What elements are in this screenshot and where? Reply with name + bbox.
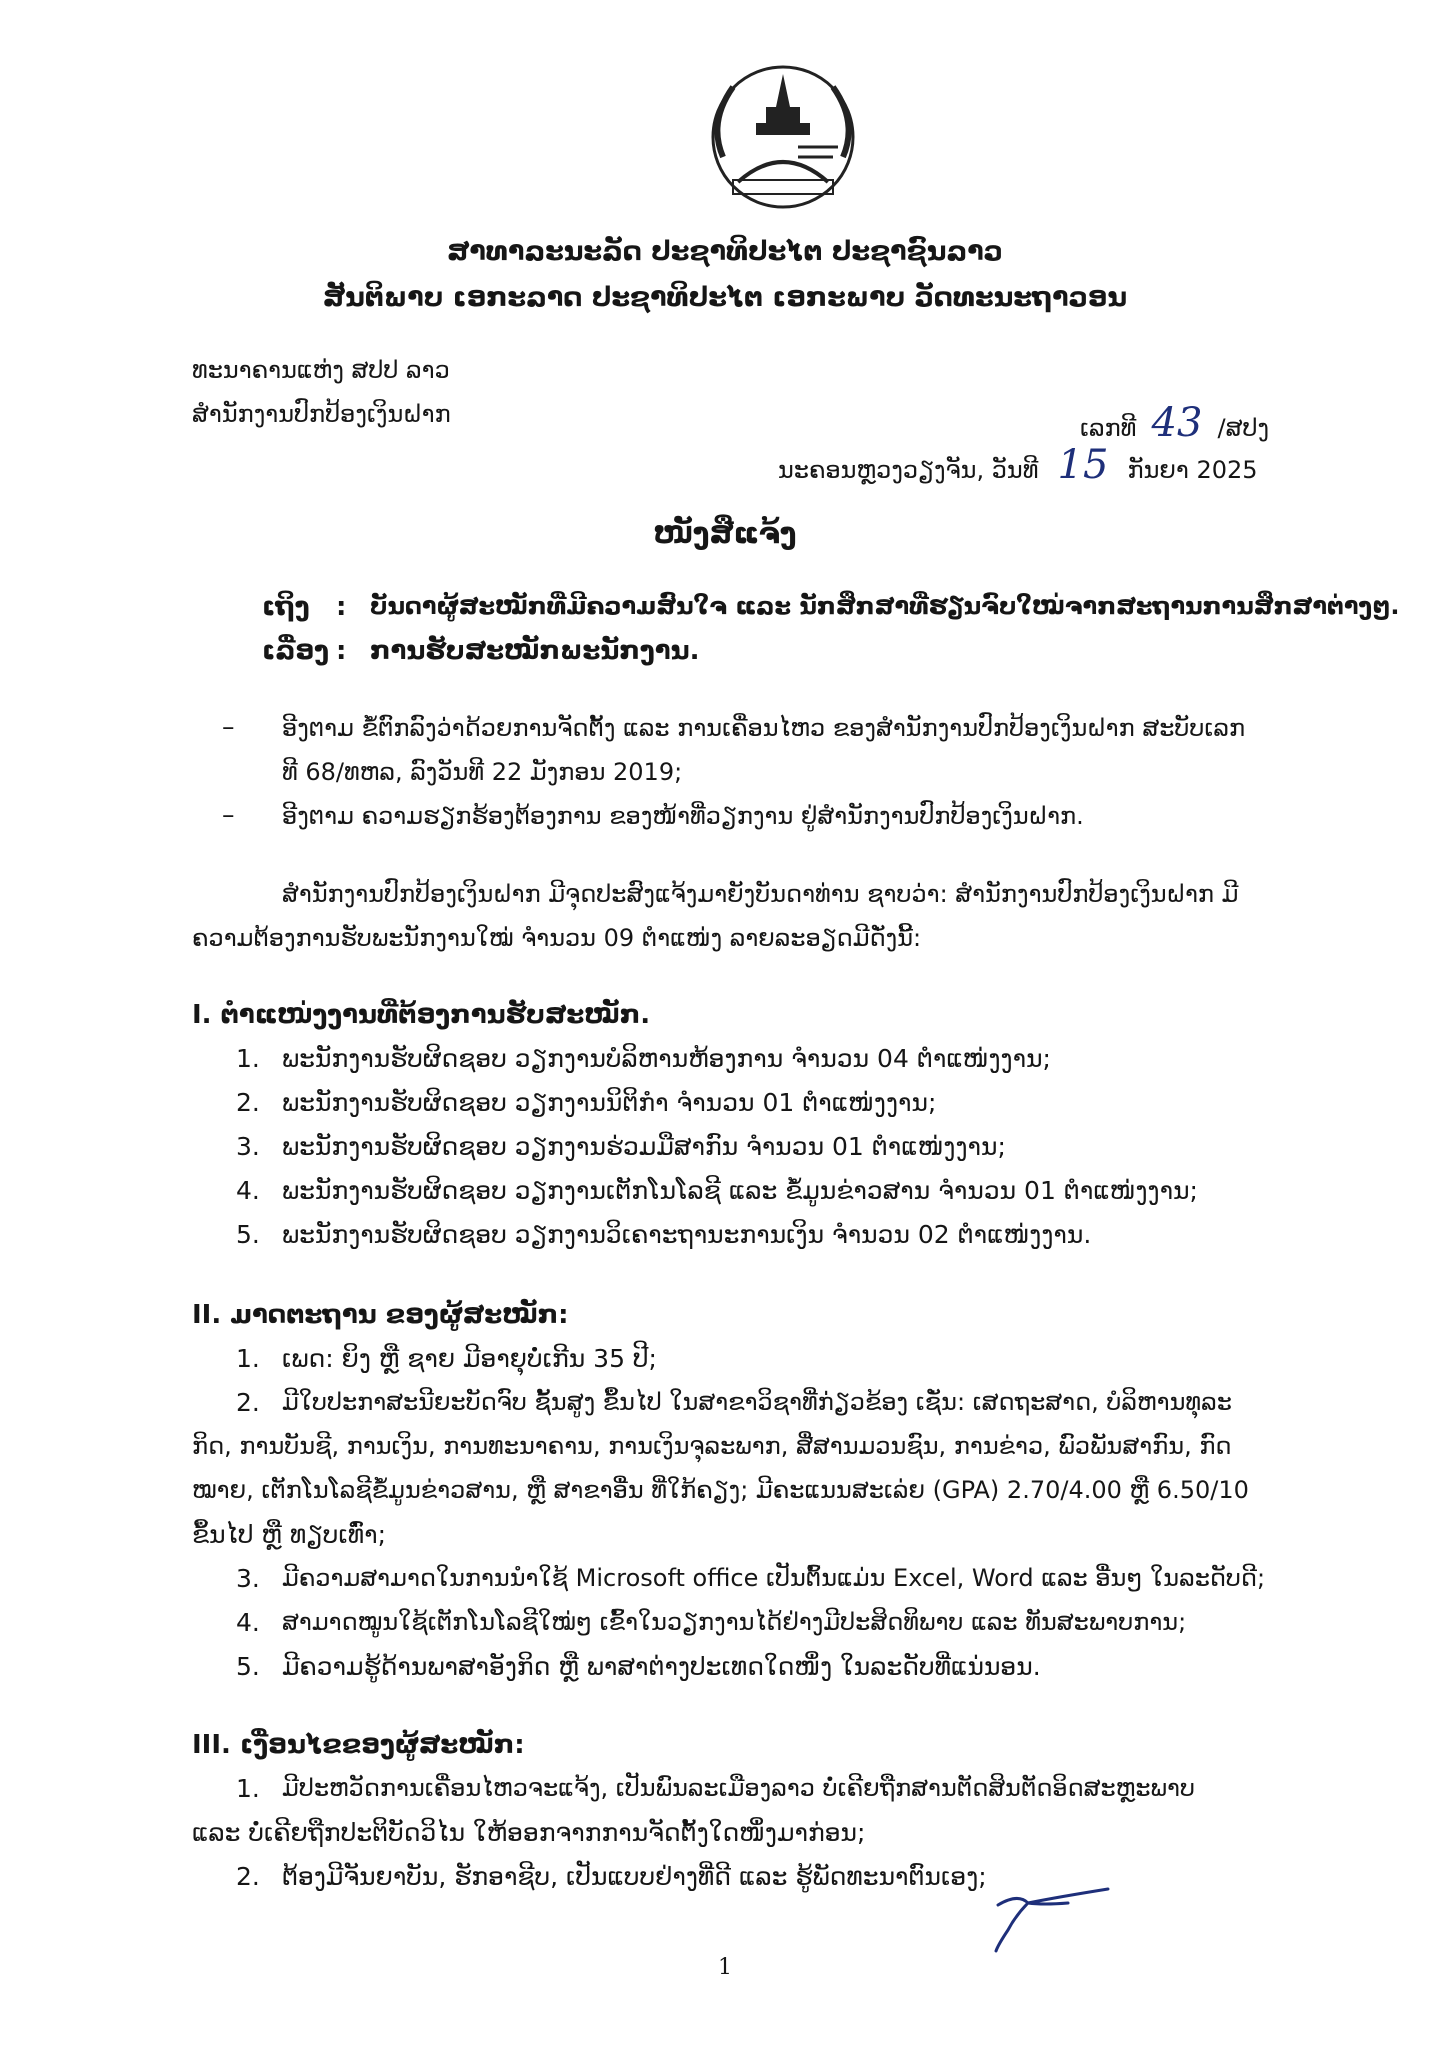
section-2-heading: II. ມາດຕະຖານ ຂອງຜູ້ສະໝັກ: [192, 1300, 569, 1330]
to-label: ເຖິງ [262, 592, 310, 622]
intro-line-1: ສຳນັກງານປົກປ້ອງເງິນຝາກ ມີຈຸດປະສົງແຈ້ງມາຍັງບັນດາທ່ານ ຊາບວ່າ: ສຳນັກງານປົກປ້ອງເງິນຝາກ ມີ [282, 880, 1239, 908]
section-3-item-1-line-1: ມີປະຫວັດການເຄື່ອນໄຫວຈະແຈ້ງ, ເປັນພົນລະເມືອງລາວ ບໍ່ເຄີຍຖືກສານຕັດສິນຕັດອິດສະຫຼະພາບ [282, 1774, 1195, 1802]
date-prefix: ນະຄອນຫຼວງວຽງຈັນ, ວັນທີ [778, 456, 1039, 484]
org-office: ສຳນັກງານປົກປ້ອງເງິນຝາກ [192, 400, 451, 428]
section-1-item: ພະນັກງານຮັບຜິດຊອບ ວຽກງານເຕັກໂນໂລຊີ ແລະ ຂໍ້ມູນຂ່າວສານ ຈຳນວນ 01 ຕຳແໜ່ງງານ; [282, 1176, 1198, 1205]
subject-separator: : [336, 636, 347, 666]
reference-1-line-1: ອີງຕາມ ຂໍ້ຕົກລົງວ່າດ້ວຍການຈັດຕັ້ງ ແລະ ການເຄື່ອນໄຫວ ຂອງສຳນັກງານປົກປ້ອງເງິນຝາກ ສະບັບເລກ [282, 714, 1246, 742]
date-day: 15 [1057, 442, 1109, 488]
section-1-item-num: 5. [236, 1220, 260, 1249]
section-1-item: ພະນັກງານຮັບຜິດຊອບ ວຽກງານຮ່ວມມືສາກົນ ຈຳນວນ 01 ຕຳແໜ່ງງານ; [282, 1132, 1006, 1161]
section-1-item: ພະນັກງານຮັບຜິດຊອບ ວຽກງານບໍລິຫານຫ້ອງການ ຈຳນວນ 04 ຕຳແໜ່ງງານ; [282, 1044, 1051, 1073]
reference-1-line-2: ທີ 68/ທຫລ, ລົງວັນທີ 22 ມັງກອນ 2019; [282, 758, 683, 786]
section-3-item-num: 2. [236, 1862, 260, 1891]
section-3-heading: III. ເງື່ອນໄຂຂອງຜູ້ສະໝັກ: [192, 1730, 525, 1760]
section-2-item-num: 4. [236, 1608, 260, 1637]
section-2-item-2-line-2: ກິດ, ການບັນຊີ, ການເງິນ, ການທະນາຄານ, ການເງິນຈຸລະພາກ, ສື່ສານມວນຊົນ, ການຂ່າວ, ພົວພັນສາກົນ, ກົດ [192, 1432, 1232, 1460]
republic-name: ສາທາລະນະລັດ ປະຊາທິປະໄຕ ປະຊາຊົນລາວ [447, 236, 1003, 267]
section-2-item-2-line-3: ໝາຍ, ເຕັກໂນໂລຊີຂໍ້ມູນຂ່າວສານ, ຫຼື ສາຂາອື່ນ ທີ່ໃກ້ຄຽງ; ມີຄະແນນສະເລ່ຍ (GPA) 2.70/4.00 ຫຼື 6.50/10 [192, 1476, 1249, 1504]
handwritten-initials [968, 1875, 1120, 1955]
section-2-item-num: 1. [236, 1344, 260, 1373]
section-3-item-1-line-2: ແລະ ບໍ່ເຄີຍຖືກປະຕິບັດວິໄນ ໃຫ້ອອກຈາກການຈັດຕັ້ງໃດໜຶ່ງມາກ່ອນ; [192, 1818, 866, 1847]
section-3-item: ຕ້ອງມີຈັນຍາບັນ, ຮັກອາຊີບ, ເປັນແບບຢ່າງທີ່ດີ ແລະ ຮູ້ພັດທະນາຕົນເອງ; [282, 1862, 987, 1891]
section-2-item: ມີຄວາມສາມາດໃນການນຳໃຊ້ Microsoft office ເປັນຕົ້ນແມ່ນ Excel, Word ແລະ ອື່ນໆ ໃນລະດັບດີ; [282, 1564, 1266, 1592]
number-suffix: /ສປງ [1217, 414, 1270, 442]
org-parent: ທະນາຄານແຫ່ງ ສປປ ລາວ [192, 356, 450, 384]
intro-line-2: ຄວາມຕ້ອງການຮັບພະນັກງານໃໝ່ ຈຳນວນ 09 ຕຳແໜ່ງ ລາຍລະອຽດມີດັ່ງນີ້: [192, 924, 922, 952]
section-2-item-2-line-1: ມີໃບປະກາສະນີຍະບັດຈົບ ຊັ້ນສູງ ຂຶ້ນໄປ ໃນສາຂາວິຊາທີ່ກ່ຽວຂ້ອງ ເຊັ່ນ: ເສດຖະສາດ, ບໍລິຫານທຸລະ [282, 1388, 1232, 1416]
reference-dash: – [222, 712, 235, 741]
national-emblem [678, 62, 888, 212]
section-1-item-num: 1. [236, 1044, 260, 1073]
to-separator: : [336, 592, 347, 622]
section-1-item-num: 2. [236, 1088, 260, 1117]
section-2-item: ເພດ: ຍິງ ຫຼື ຊາຍ ມີອາຍຸບໍ່ເກີນ 35 ປີ; [282, 1344, 657, 1373]
number-label: ເລກທີ [1080, 414, 1137, 442]
section-2-item-num: 3. [236, 1564, 260, 1593]
page-number: 1 [718, 1955, 732, 1980]
national-motto: ສັນຕິພາບ ເອກະລາດ ປະຊາທິປະໄຕ ເອກະພາບ ວັດທະນະຖາວອນ [322, 282, 1128, 313]
section-1-item-num: 3. [236, 1132, 260, 1161]
section-1-item: ພະນັກງານຮັບຜິດຊອບ ວຽກງານວິເຄາະຖານະການເງິນ ຈຳນວນ 02 ຕຳແໜ່ງງານ. [282, 1220, 1092, 1249]
document-number [1080, 400, 1269, 446]
subject-label: ເລື່ອງ [262, 636, 330, 666]
section-1-item: ພະນັກງານຮັບຜິດຊອບ ວຽກງານນິຕິກຳ ຈຳນວນ 01 ຕຳແໜ່ງງານ; [282, 1088, 937, 1117]
section-2-item-2-line-4: ຂຶ້ນໄປ ຫຼື ທຽບເທົ່າ; [192, 1520, 387, 1549]
number-value: 43 [1151, 400, 1203, 446]
section-3-item-num: 1. [236, 1774, 260, 1803]
section-2-item-num: 5. [236, 1652, 260, 1681]
subject-text: ການຮັບສະໝັກພະນັກງານ. [370, 636, 700, 666]
section-2-item-num: 2. [236, 1388, 260, 1417]
document-date [778, 442, 1258, 488]
section-1-heading: I. ຕຳແໜ່ງງານທີ່ຕ້ອງການຮັບສະໝັກ. [192, 1000, 651, 1030]
date-rest: ກັນຍາ 2025 [1127, 456, 1258, 484]
reference-2-line-1: ອີງຕາມ ຄວາມຮຽກຮ້ອງຕ້ອງການ ຂອງໜ້າທີ່ວຽກງານ ຢູ່ສຳນັກງານປົກປ້ອງເງິນຝາກ. [282, 802, 1084, 830]
section-1-item-num: 4. [236, 1176, 260, 1205]
section-2-item: ມີຄວາມຮູ້ດ້ານພາສາອັງກິດ ຫຼື ພາສາຕ່າງປະເທດໃດໜຶ່ງ ໃນລະດັບທີ່ແນ່ນອນ. [282, 1652, 1041, 1681]
section-2-item: ສາມາດໝູນໃຊ້ເຕັກໂນໂລຊີໃໝ່ໆ ເຂົ້າໃນວຽກງານໄດ້ຢ່າງມີປະສິດທິພາບ ແລະ ທັນສະພາບການ; [282, 1608, 1187, 1636]
reference-dash: – [222, 800, 235, 829]
to-text: ບັນດາຜູ້ສະໝັກທີ່ມີຄວາມສົນໃຈ ແລະ ນັກສຶກສາທີ່ຮຽນຈົບໃໝ່ຈາກສະຖານການສຶກສາຕ່າງໆ. [370, 592, 1400, 620]
document-title: ໜັງສືແຈ້ງ [653, 516, 797, 550]
